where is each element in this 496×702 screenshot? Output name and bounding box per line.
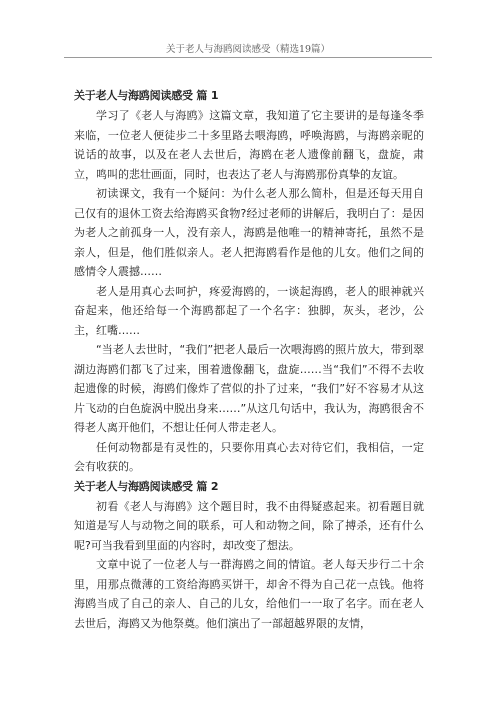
paragraph: 学习了《老人与海鸥》这篇文章，我知道了它主要讲的是每逢冬季来临，一位老人便徒步二十多里路去喂海鸥，呼唤海鸥，与海鸥亲昵的说话的故事，以及在老人去世后，海鸥在老人遗像前翻飞，盘旋，肃立，鸣叫的悲壮画面，同时，也表达了老人与海鸥那份真挚的友谊。 <box>74 109 424 181</box>
section-2 <box>74 477 424 634</box>
header-divider <box>64 57 432 58</box>
section-heading: 关于老人与海鸥阅读感受 篇 1 <box>74 89 219 102</box>
paragraph: “当老人去世时，“我们”把老人最后一次喂海鸥的照片放大，带到翠湖边海鸥们都飞了过来，围着遗像翻飞，盘旋……当“我们”不得不去收起遗像的时候，海鸥们像炸了营似的扑了过来，“我们”好不容易才从这片飞动的白色旋涡中脱出身来……”从这几句话中，我认为，海鸥很舍不得老人离开他们，不想让任何人带走老人。 <box>74 343 424 434</box>
section-heading: 关于老人与海鸥阅读感受 篇 2 <box>74 479 219 493</box>
section-1 <box>74 86 424 477</box>
paragraph: 初看《老人与海鸥》这个题目时，我不由得疑惑起来。初看题目就知道是写人与动物之间的联系，可人和动物之间，除了搏杀，还有什么呢?可当我看到里面的内容时，却改变了想法。 <box>74 499 424 552</box>
article-body <box>74 86 424 633</box>
paragraph: 初读课文，我有一个疑问：为什么老人那么简朴，但是还每天用自己仅有的退休工资去给海鸥买食物?经过老师的讲解后，我明白了：是因为老人之前孤身一人，没有亲人，海鸥是他唯一的精神寄托，虽然不是亲人，但是，他们胜似亲人。老人把海鸥看作是他的儿女。他们之间的感情令人震撼…… <box>74 187 424 278</box>
page-header: 关于老人与海鸥阅读感受（精选19篇） <box>165 44 331 55</box>
paragraph: 任何动物都是有灵性的，只要你用真心去对待它们，我相信，一定会有收获的。 <box>74 440 424 473</box>
paragraph: 文章中说了一位老人与一群海鸥之间的情谊。老人每天步行二十余里，用那点微薄的工资给海鸥买饼干，却舍不得为自己花一点钱。他将海鸥当成了自己的亲人、自己的儿女，给他们一一取了名字。而在老人去世后，海鸥又为他祭奠。他们演出了一部超越界限的友情， <box>74 558 424 630</box>
paragraph: 老人是用真心去呵护，疼爱海鸥的，一谈起海鸥，老人的眼神就兴奋起来，他还给每一个海鸥都起了一个名字：独脚，灰头，老沙，公主，红嘴…… <box>74 284 424 337</box>
